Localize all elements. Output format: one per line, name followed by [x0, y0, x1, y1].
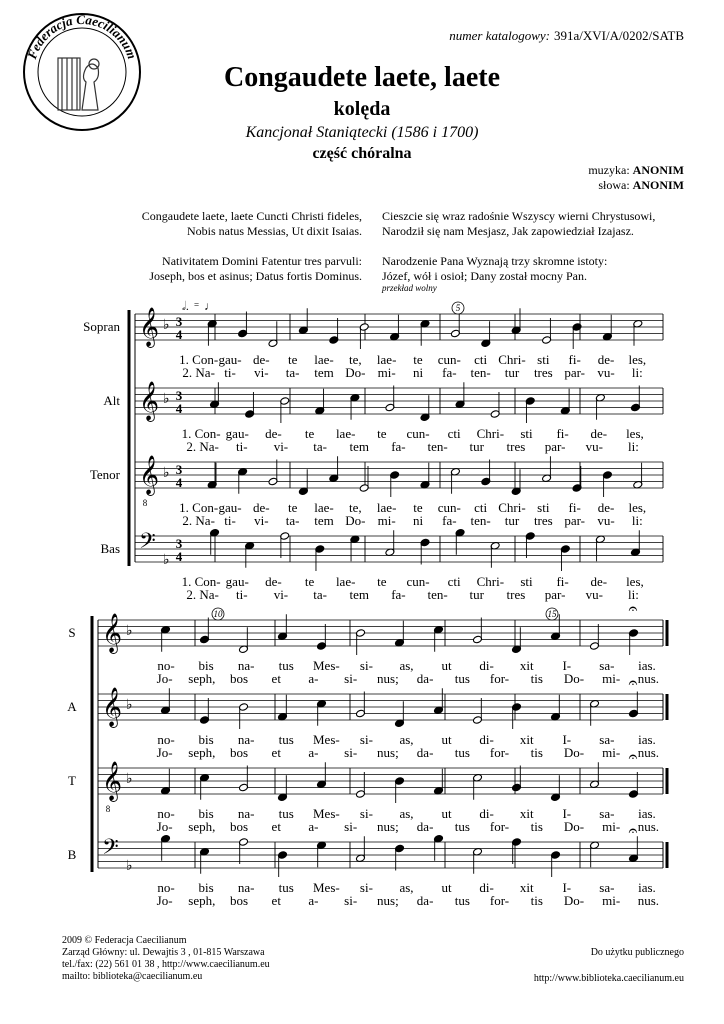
lyric-syllable: Jo- — [156, 671, 173, 686]
copyright: 2009 © Federacja Caecilianum — [62, 935, 187, 946]
address: Zarząd Główny: ul. Dewajtis 3 , 01-815 Warszawa — [62, 947, 265, 958]
lyric-syllable: bos — [230, 893, 249, 908]
lyric-syllable: si- — [359, 732, 373, 747]
lyric-syllable: vu- — [585, 439, 603, 454]
lyric-syllable: vu- — [597, 513, 615, 528]
lyric-syllable: par- — [544, 439, 566, 454]
lyric-syllable: gau- — [218, 352, 242, 367]
music-label: muzyka: — [588, 163, 630, 177]
public-use-note: Do użytku publicznego — [590, 947, 684, 958]
lyric-syllable: 1. Con- — [181, 426, 221, 441]
octave-mark: 8 — [142, 498, 148, 508]
lyric-syllable: si- — [344, 671, 358, 686]
lyric-syllable: a- — [308, 671, 319, 686]
lyric-syllable: ias. — [638, 732, 656, 747]
treble-clef: 𝄞 — [102, 615, 123, 652]
catalog-value: 391a/XVI/A/0202/SATB — [554, 28, 684, 43]
lyric-syllable: sa- — [599, 658, 615, 673]
lyric-syllable: te — [304, 574, 315, 589]
lyric-syllable: ut — [441, 732, 452, 747]
lyric-syllable: tus — [454, 893, 470, 908]
key-signature-flat: ♭ — [163, 553, 170, 568]
lyric-syllable: as, — [399, 732, 414, 747]
part-name: Tenor — [89, 467, 120, 482]
lyric-syllable: les, — [628, 352, 647, 367]
lyric-syllable: ni — [412, 513, 424, 528]
lyric-syllable: Chri- — [476, 426, 505, 441]
lyric-syllable: de- — [590, 574, 608, 589]
time-signature-bottom: 4 — [175, 401, 183, 416]
lyric-syllable: cun- — [406, 574, 430, 589]
lyric-syllable: Do- — [345, 513, 366, 528]
key-signature-flat: ♭ — [163, 318, 170, 333]
lyric-syllable: Jo- — [156, 745, 173, 760]
lyric-syllable: cun- — [437, 352, 461, 367]
lyric-syllable: sa- — [599, 880, 615, 895]
lyric-syllable: mi- — [602, 745, 621, 760]
lyric-syllable: Do- — [345, 365, 366, 380]
key-signature-flat: ♭ — [163, 392, 170, 407]
lyric-syllable: lae- — [376, 500, 397, 515]
lyric-syllable: cun- — [437, 500, 461, 515]
lyric-syllable: de- — [253, 352, 270, 367]
lyric-syllable: a- — [308, 745, 319, 760]
lyric-syllable: fi- — [556, 426, 569, 441]
lyric-syllable: as, — [399, 806, 414, 821]
lyric-syllable: fi- — [568, 500, 581, 515]
lyric-syllable: te — [304, 426, 315, 441]
key-signature-flat: ♭ — [163, 466, 170, 481]
lyric-syllable: fi- — [568, 352, 581, 367]
key-signature-flat: ♭ — [126, 624, 133, 639]
lyric-syllable: for- — [489, 819, 510, 834]
lyric-syllable: mi- — [377, 513, 396, 528]
lyric-syllable: gau- — [225, 574, 249, 589]
part-label: część chóralna — [312, 145, 412, 162]
lyric-syllable: ten- — [470, 365, 491, 380]
lyric-syllable: 1. Con- — [179, 500, 219, 515]
lyric-syllable: les, — [628, 500, 647, 515]
lyric-syllable: ut — [441, 658, 452, 673]
lyric-syllable: les, — [626, 426, 644, 441]
lyric-syllable: na- — [237, 880, 255, 895]
lyric-syllable: nus; — [377, 745, 399, 760]
lyric-syllable: I- — [562, 658, 572, 673]
lyric-syllable: tem — [314, 513, 334, 528]
lyric-syllable: de- — [597, 500, 615, 515]
lyric-syllable: cti — [447, 574, 461, 589]
logo-text: Federacja Caecilianum — [24, 11, 140, 61]
time-signature-top: 3 — [175, 536, 183, 551]
lyric-syllable: tus — [278, 880, 294, 895]
tempo-note-half-dotted: 𝅗𝅥. — [182, 299, 189, 313]
lyric-syllable: te — [413, 500, 423, 515]
lyric-syllable: tem — [349, 587, 369, 602]
lyric-syllable: bis — [198, 806, 214, 821]
lyric-syllable: tur — [469, 587, 484, 602]
lyric-syllable: par- — [544, 587, 566, 602]
lyric-syllable: de- — [590, 426, 608, 441]
lyric-syllable: da- — [416, 671, 434, 686]
lyric-syllable: Do- — [563, 671, 585, 686]
lyric-syllable: nus; — [377, 893, 399, 908]
catalog-number — [449, 28, 684, 44]
lyric-syllable: ta- — [313, 439, 327, 454]
lyric-syllable: nus. — [637, 819, 660, 834]
lyric-syllable: tis — [530, 745, 543, 760]
lyric-syllable: te — [377, 574, 387, 589]
lyric-syllable: fi- — [556, 574, 569, 589]
treble-clef: 𝄞 — [139, 309, 160, 346]
lyric-syllable: 2. Na- — [182, 365, 215, 380]
lyric-syllable: Mes- — [312, 880, 340, 895]
piece-title: Congaudete laete, laete — [223, 62, 501, 93]
lyric-syllable: tres — [533, 513, 553, 528]
lyric-syllable: lae- — [335, 574, 356, 589]
lyric-syllable: si- — [359, 658, 373, 673]
lyricist: ANONIM — [632, 178, 684, 192]
lyric-syllable: te, — [349, 352, 362, 367]
lyric-syllable: tur — [504, 365, 520, 380]
lyric-syllable: nus; — [377, 819, 399, 834]
lyric-syllable: te — [287, 500, 298, 515]
measure-number: 15 — [547, 609, 557, 619]
lyric-syllable: Mes- — [312, 806, 340, 821]
lyric-syllable: seph, — [188, 671, 216, 686]
key-signature-flat: ♭ — [126, 859, 133, 874]
fermata: 𝄐 — [628, 749, 638, 766]
piece-subtitle: kolęda — [333, 98, 391, 120]
lyric-syllable: da- — [416, 745, 434, 760]
lyric-syllable: vi- — [254, 513, 269, 528]
part-name: S — [68, 625, 76, 640]
lyric-syllable: te — [287, 352, 298, 367]
lyric-syllable: ti- — [224, 513, 236, 528]
lyric-syllable: vu- — [585, 587, 603, 602]
lyric-syllable: a- — [308, 893, 319, 908]
lyric-syllable: vi- — [273, 587, 289, 602]
lyric-syllable: da- — [416, 819, 434, 834]
lyric-syllable: ti- — [235, 439, 248, 454]
lyric-syllable: ti- — [224, 365, 236, 380]
lyric-syllable: seph, — [188, 745, 216, 760]
lyric-syllable: xit — [519, 880, 534, 895]
lyric-syllable: de- — [265, 574, 282, 589]
polish-verse-2 — [382, 254, 607, 284]
library-link[interactable]: http://www.biblioteka.caecilianum.eu — [533, 973, 684, 984]
composer: ANONIM — [632, 163, 684, 177]
lyric-syllable: cti — [447, 426, 461, 441]
verse-line: Nobis natus Messias, Ut dixit Isaias. — [187, 224, 362, 238]
lyric-syllable: di- — [479, 732, 494, 747]
lyric-syllable: tus — [278, 658, 294, 673]
lyric-syllable: cti — [474, 352, 488, 367]
lyric-syllable: di- — [479, 806, 494, 821]
lyric-syllable: tus — [278, 806, 294, 821]
words-label: słowa: — [598, 178, 630, 192]
lyric-syllable: li: — [631, 365, 643, 380]
lyric-syllable: tis — [530, 671, 543, 686]
tempo-equals: = — [194, 300, 200, 310]
lyric-syllable: nus. — [637, 671, 660, 686]
lyric-syllable: gau- — [225, 426, 249, 441]
lyric-syllable: da- — [416, 893, 434, 908]
lyric-syllable: fa- — [391, 587, 406, 602]
footer-library — [534, 947, 684, 985]
lyric-syllable: 2. Na- — [186, 587, 219, 602]
lyric-syllable: as, — [399, 880, 414, 895]
lyric-syllable: vi- — [273, 439, 289, 454]
lyric-syllable: de- — [597, 352, 615, 367]
lyric-syllable: tem — [349, 439, 369, 454]
lyric-syllable: a- — [308, 819, 319, 834]
lyric-syllable: Jo- — [156, 893, 173, 908]
lyric-syllable: as, — [399, 658, 414, 673]
lyric-syllable: sti — [520, 426, 533, 441]
lyric-syllable: li: — [631, 513, 643, 528]
lyric-syllable: no- — [157, 880, 175, 895]
lyric-syllable: tur — [469, 439, 484, 454]
lyric-syllable: ut — [441, 880, 452, 895]
lyric-syllable: nus. — [637, 745, 660, 760]
lyric-syllable: bos — [230, 671, 249, 686]
lyric-syllable: na- — [237, 806, 255, 821]
lyric-syllable: te — [413, 352, 423, 367]
lyric-syllable: Do- — [563, 893, 585, 908]
lyric-syllable: de- — [253, 500, 270, 515]
lyric-syllable: de- — [265, 426, 282, 441]
latin-verse-1 — [142, 209, 362, 239]
lyric-syllable: sti — [537, 352, 550, 367]
lyric-syllable: te, — [349, 500, 362, 515]
lyric-syllable: Chri- — [476, 574, 505, 589]
lyric-syllable: tus — [454, 745, 470, 760]
lyric-syllable: si- — [344, 819, 358, 834]
lyric-syllable: ias. — [638, 806, 656, 821]
time-signature-bottom: 4 — [175, 549, 183, 564]
lyric-syllable: si- — [359, 806, 373, 821]
lyric-syllable: li: — [627, 439, 639, 454]
lyric-syllable: lae- — [376, 352, 397, 367]
piece-source: Kancjonał Staniątecki (1586 i 1700) — [245, 124, 479, 141]
lyric-syllable: te — [377, 426, 387, 441]
lyric-syllable: Chri- — [498, 352, 526, 367]
lyric-syllable: Mes- — [312, 732, 340, 747]
lyric-syllable: tem — [314, 365, 334, 380]
lyric-syllable: et — [271, 893, 281, 908]
lyric-syllable: 2. Na- — [186, 439, 219, 454]
lyric-syllable: ta- — [285, 365, 300, 380]
lyric-syllable: tis — [530, 819, 543, 834]
lyric-syllable: I- — [562, 806, 572, 821]
lyric-syllable: xit — [519, 732, 534, 747]
lyric-syllable: bis — [198, 732, 214, 747]
lyric-syllable: no- — [157, 732, 175, 747]
lyric-syllable: nus. — [637, 893, 660, 908]
lyric-syllable: gau- — [218, 500, 242, 515]
lyric-syllable: li: — [627, 587, 639, 602]
lyric-syllable: mi- — [602, 819, 621, 834]
lyric-syllable: tus — [454, 671, 470, 686]
mail-link[interactable]: mailto: biblioteka@caecilianum.eu — [62, 971, 203, 982]
lyric-syllable: sti — [520, 574, 533, 589]
lyric-syllable: mi- — [377, 365, 396, 380]
lyric-syllable: ta- — [285, 513, 300, 528]
lyric-syllable: Mes- — [312, 658, 340, 673]
lyric-syllable: les, — [626, 574, 644, 589]
octave-mark: 8 — [105, 804, 111, 814]
measure-number: 10 — [213, 609, 223, 619]
catalog-label: numer katalogowy: — [449, 28, 550, 43]
lyric-syllable: no- — [157, 658, 175, 673]
lyric-syllable: ut — [441, 806, 452, 821]
lyric-syllable: xit — [519, 806, 534, 821]
lyric-syllable: et — [271, 819, 281, 834]
lyric-syllable: ten- — [427, 587, 448, 602]
lyric-syllable: si- — [359, 880, 373, 895]
lyric-syllable: seph, — [188, 819, 216, 834]
lyric-syllable: lae- — [335, 426, 356, 441]
lyric-syllable: I- — [562, 880, 572, 895]
lyric-syllable: di- — [479, 880, 494, 895]
treble-clef: 𝄞 — [139, 383, 160, 420]
lyric-syllable: bis — [198, 880, 214, 895]
lyric-syllable: tres — [506, 587, 526, 602]
lyric-syllable: si- — [344, 893, 358, 908]
part-name: B — [67, 847, 77, 862]
latin-verse-2 — [149, 254, 362, 284]
verse-line: Narodzenie Pana Wyznają trzy skromne istoty: — [382, 254, 608, 268]
lyric-syllable: for- — [489, 671, 510, 686]
fermata: 𝄐 — [628, 601, 638, 618]
lyric-syllable: Do- — [563, 819, 585, 834]
verse-line: Józef, wół i osioł; Dany został mocny Pan. — [382, 269, 587, 283]
lyric-syllable: bis — [198, 658, 214, 673]
lyric-syllable: ias. — [638, 880, 656, 895]
lyric-syllable: Jo- — [156, 819, 173, 834]
part-name: Alt — [103, 393, 120, 408]
lyric-syllable: par- — [564, 365, 586, 380]
bass-clef: 𝄢 — [102, 835, 119, 864]
lyric-syllable: di- — [479, 658, 494, 673]
polish-verse-1 — [382, 209, 655, 239]
lyric-syllable: for- — [489, 745, 510, 760]
lyric-syllable: no- — [157, 806, 175, 821]
treble-clef: 𝄞 — [102, 763, 123, 800]
lyric-syllable: Chri- — [498, 500, 526, 515]
measure-number: 5 — [455, 303, 461, 313]
lyric-syllable: 1. Con- — [181, 574, 221, 589]
lyric-syllable: nus; — [377, 671, 399, 686]
lyric-syllable: tres — [533, 365, 553, 380]
lyric-syllable: sti — [537, 500, 550, 515]
lyric-syllable: 1. Con- — [179, 352, 219, 367]
lyric-syllable: bos — [230, 819, 249, 834]
part-name: Bas — [100, 541, 120, 556]
verse-line: Joseph, bos et asinus; Datus fortis Dominus. — [149, 269, 362, 283]
contact: tel./fax: (22) 561 01 38 , http://www.caecilianum.eu — [62, 959, 270, 970]
part-name: T — [68, 773, 76, 788]
time-signature-bottom: 4 — [175, 327, 183, 342]
lyric-syllable: bos — [230, 745, 249, 760]
lyric-syllable: tres — [506, 439, 526, 454]
key-signature-flat: ♭ — [126, 772, 133, 787]
lyric-syllable: fa- — [442, 513, 457, 528]
time-signature-top: 3 — [175, 314, 183, 329]
lyric-syllable: si- — [344, 745, 358, 760]
time-signature-bottom: 4 — [175, 475, 183, 490]
credits — [588, 163, 684, 193]
lyric-syllable: mi- — [602, 893, 621, 908]
time-signature-top: 3 — [175, 462, 183, 477]
lyric-syllable: Do- — [563, 745, 585, 760]
lyric-syllable: xit — [519, 658, 534, 673]
lyric-syllable: sa- — [599, 732, 615, 747]
verse-line: Congaudete laete, laete Cuncti Christi fideles, — [141, 209, 362, 223]
lyric-syllable: fa- — [391, 439, 406, 454]
lyric-syllable: na- — [237, 658, 255, 673]
lyric-syllable: fa- — [442, 365, 457, 380]
lyric-syllable: par- — [564, 513, 586, 528]
lyric-syllable: et — [271, 671, 281, 686]
treble-clef: 𝄞 — [102, 689, 123, 726]
time-signature-top: 3 — [175, 388, 183, 403]
lyric-syllable: mi- — [602, 671, 621, 686]
lyric-syllable: ni — [412, 365, 424, 380]
lyric-syllable: na- — [237, 732, 255, 747]
verse-line: Cieszcie się wraz radośnie Wszyscy wierni Chrystusowi, — [382, 209, 656, 223]
lyric-syllable: seph, — [188, 893, 216, 908]
fermata: 𝄐 — [628, 823, 638, 840]
lyric-syllable: 2. Na- — [182, 513, 215, 528]
verse-line: Nativitatem Domini Fatentur tres parvuli: — [162, 254, 362, 268]
fermata: 𝄐 — [628, 675, 638, 692]
lyric-syllable: ias. — [638, 658, 656, 673]
lyric-syllable: cti — [474, 500, 488, 515]
part-name: Sopran — [83, 319, 120, 334]
lyric-syllable: cun- — [406, 426, 430, 441]
lyric-syllable: vu- — [597, 365, 615, 380]
musical-score — [0, 290, 724, 930]
part-name: A — [67, 699, 77, 714]
lyric-syllable: vi- — [254, 365, 269, 380]
lyric-syllable: lae- — [314, 500, 334, 515]
footer-publisher — [62, 935, 270, 983]
lyric-syllable: ti- — [235, 587, 248, 602]
lyric-syllable: sa- — [599, 806, 615, 821]
lyric-syllable: tur — [504, 513, 520, 528]
verse-line: Narodził się nam Mesjasz, Jak zapowiedział Izajasz. — [382, 224, 634, 238]
lyric-syllable: lae- — [314, 352, 334, 367]
lyric-syllable: tis — [530, 893, 543, 908]
lyric-syllable: ten- — [427, 439, 448, 454]
translation-note: przekład wolny — [382, 283, 437, 293]
bass-clef: 𝄢 — [139, 529, 156, 558]
lyric-syllable: ta- — [313, 587, 327, 602]
lyric-syllable: et — [271, 745, 281, 760]
tempo-note-quarter: ♩ — [204, 299, 216, 313]
lyric-syllable: for- — [489, 893, 510, 908]
lyric-syllable: ten- — [470, 513, 491, 528]
key-signature-flat: ♭ — [126, 698, 133, 713]
lyric-syllable: tus — [454, 819, 470, 834]
treble-clef: 𝄞 — [139, 457, 160, 494]
lyric-syllable: tus — [278, 732, 294, 747]
lyric-syllable: I- — [562, 732, 572, 747]
